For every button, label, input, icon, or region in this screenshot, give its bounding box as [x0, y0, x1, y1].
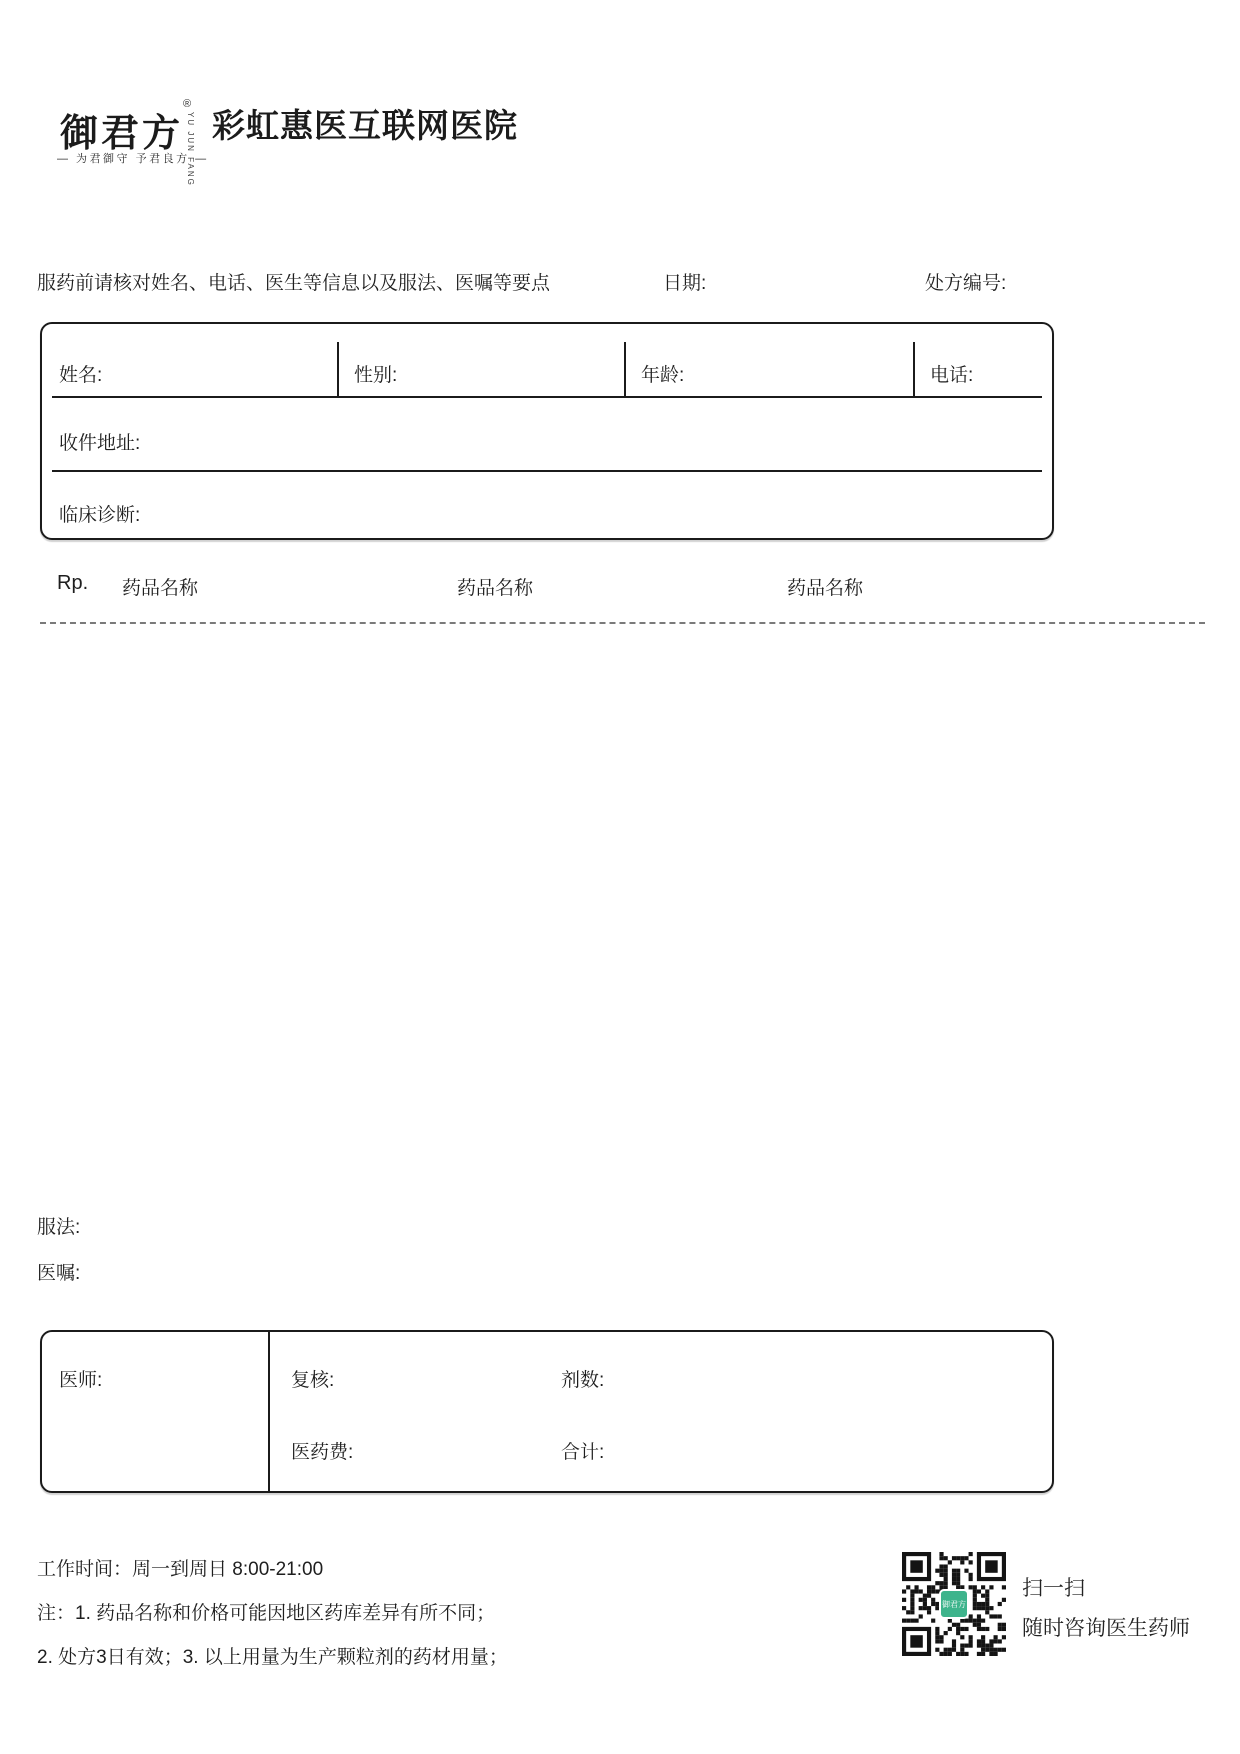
field-divider: [337, 342, 339, 398]
drug-name-header: 药品名称: [787, 578, 864, 599]
address-field-label: 收件地址:: [59, 433, 141, 454]
rp-label: Rp.: [57, 572, 89, 594]
diagnosis-field-label: 临床诊断:: [59, 505, 141, 526]
signature-box-divider: [268, 1332, 270, 1491]
qr-center-logo: 御君方: [939, 1589, 969, 1619]
working-hours-text: 工作时间：周一到周日 8:00-21:00: [37, 1559, 324, 1580]
reviewer-field-label: 复核:: [291, 1370, 335, 1391]
field-divider: [624, 342, 626, 398]
qr-code: [902, 1552, 1006, 1656]
brand-logo-vertical-text: YU JUN FANG: [186, 112, 195, 187]
total-field-label: 合计:: [561, 1442, 605, 1463]
field-divider: [913, 342, 915, 398]
prescription-number-label: 处方编号:: [925, 273, 1007, 294]
hospital-title: 彩虹惠医互联网医院: [212, 107, 518, 144]
registered-trademark-icon: ®: [183, 98, 192, 110]
row-divider: [52, 396, 1042, 398]
gender-field-label: 性别:: [354, 365, 398, 386]
signature-box: [40, 1330, 1054, 1493]
note-line-1: 注：1. 药品名称和价格可能因地区药库差异有所不同；: [37, 1603, 496, 1624]
brand-logo-text: 御君方: [60, 110, 184, 155]
doctor-advice-label: 医嘱:: [37, 1263, 81, 1284]
medicine-fee-field-label: 医药费:: [291, 1442, 354, 1463]
drug-name-header: 药品名称: [457, 578, 534, 599]
usage-instructions-label: 服法:: [37, 1217, 81, 1238]
phone-field-label: 电话:: [930, 365, 974, 386]
pre-check-notice: 服药前请核对姓名、电话、医生等信息以及服法、医嘱等要点: [37, 273, 551, 294]
dose-count-field-label: 剂数:: [561, 1370, 605, 1391]
scan-hint-description: 随时咨询医生药师: [1022, 1617, 1190, 1640]
note-line-2: 2. 处方3日有效；3. 以上用量为生产颗粒剂的药材用量；: [37, 1647, 508, 1668]
name-field-label: 姓名:: [59, 365, 103, 386]
date-label: 日期:: [663, 273, 707, 294]
drug-name-header: 药品名称: [122, 578, 199, 599]
patient-info-box: [40, 322, 1054, 540]
brand-tagline: — 为君御守 予君良方 —: [57, 153, 209, 165]
age-field-label: 年龄:: [641, 365, 685, 386]
doctor-field-label: 医师:: [59, 1370, 103, 1391]
scan-hint-title: 扫一扫: [1022, 1577, 1085, 1600]
row-divider: [52, 470, 1042, 472]
rx-dashed-divider: [40, 622, 1205, 624]
